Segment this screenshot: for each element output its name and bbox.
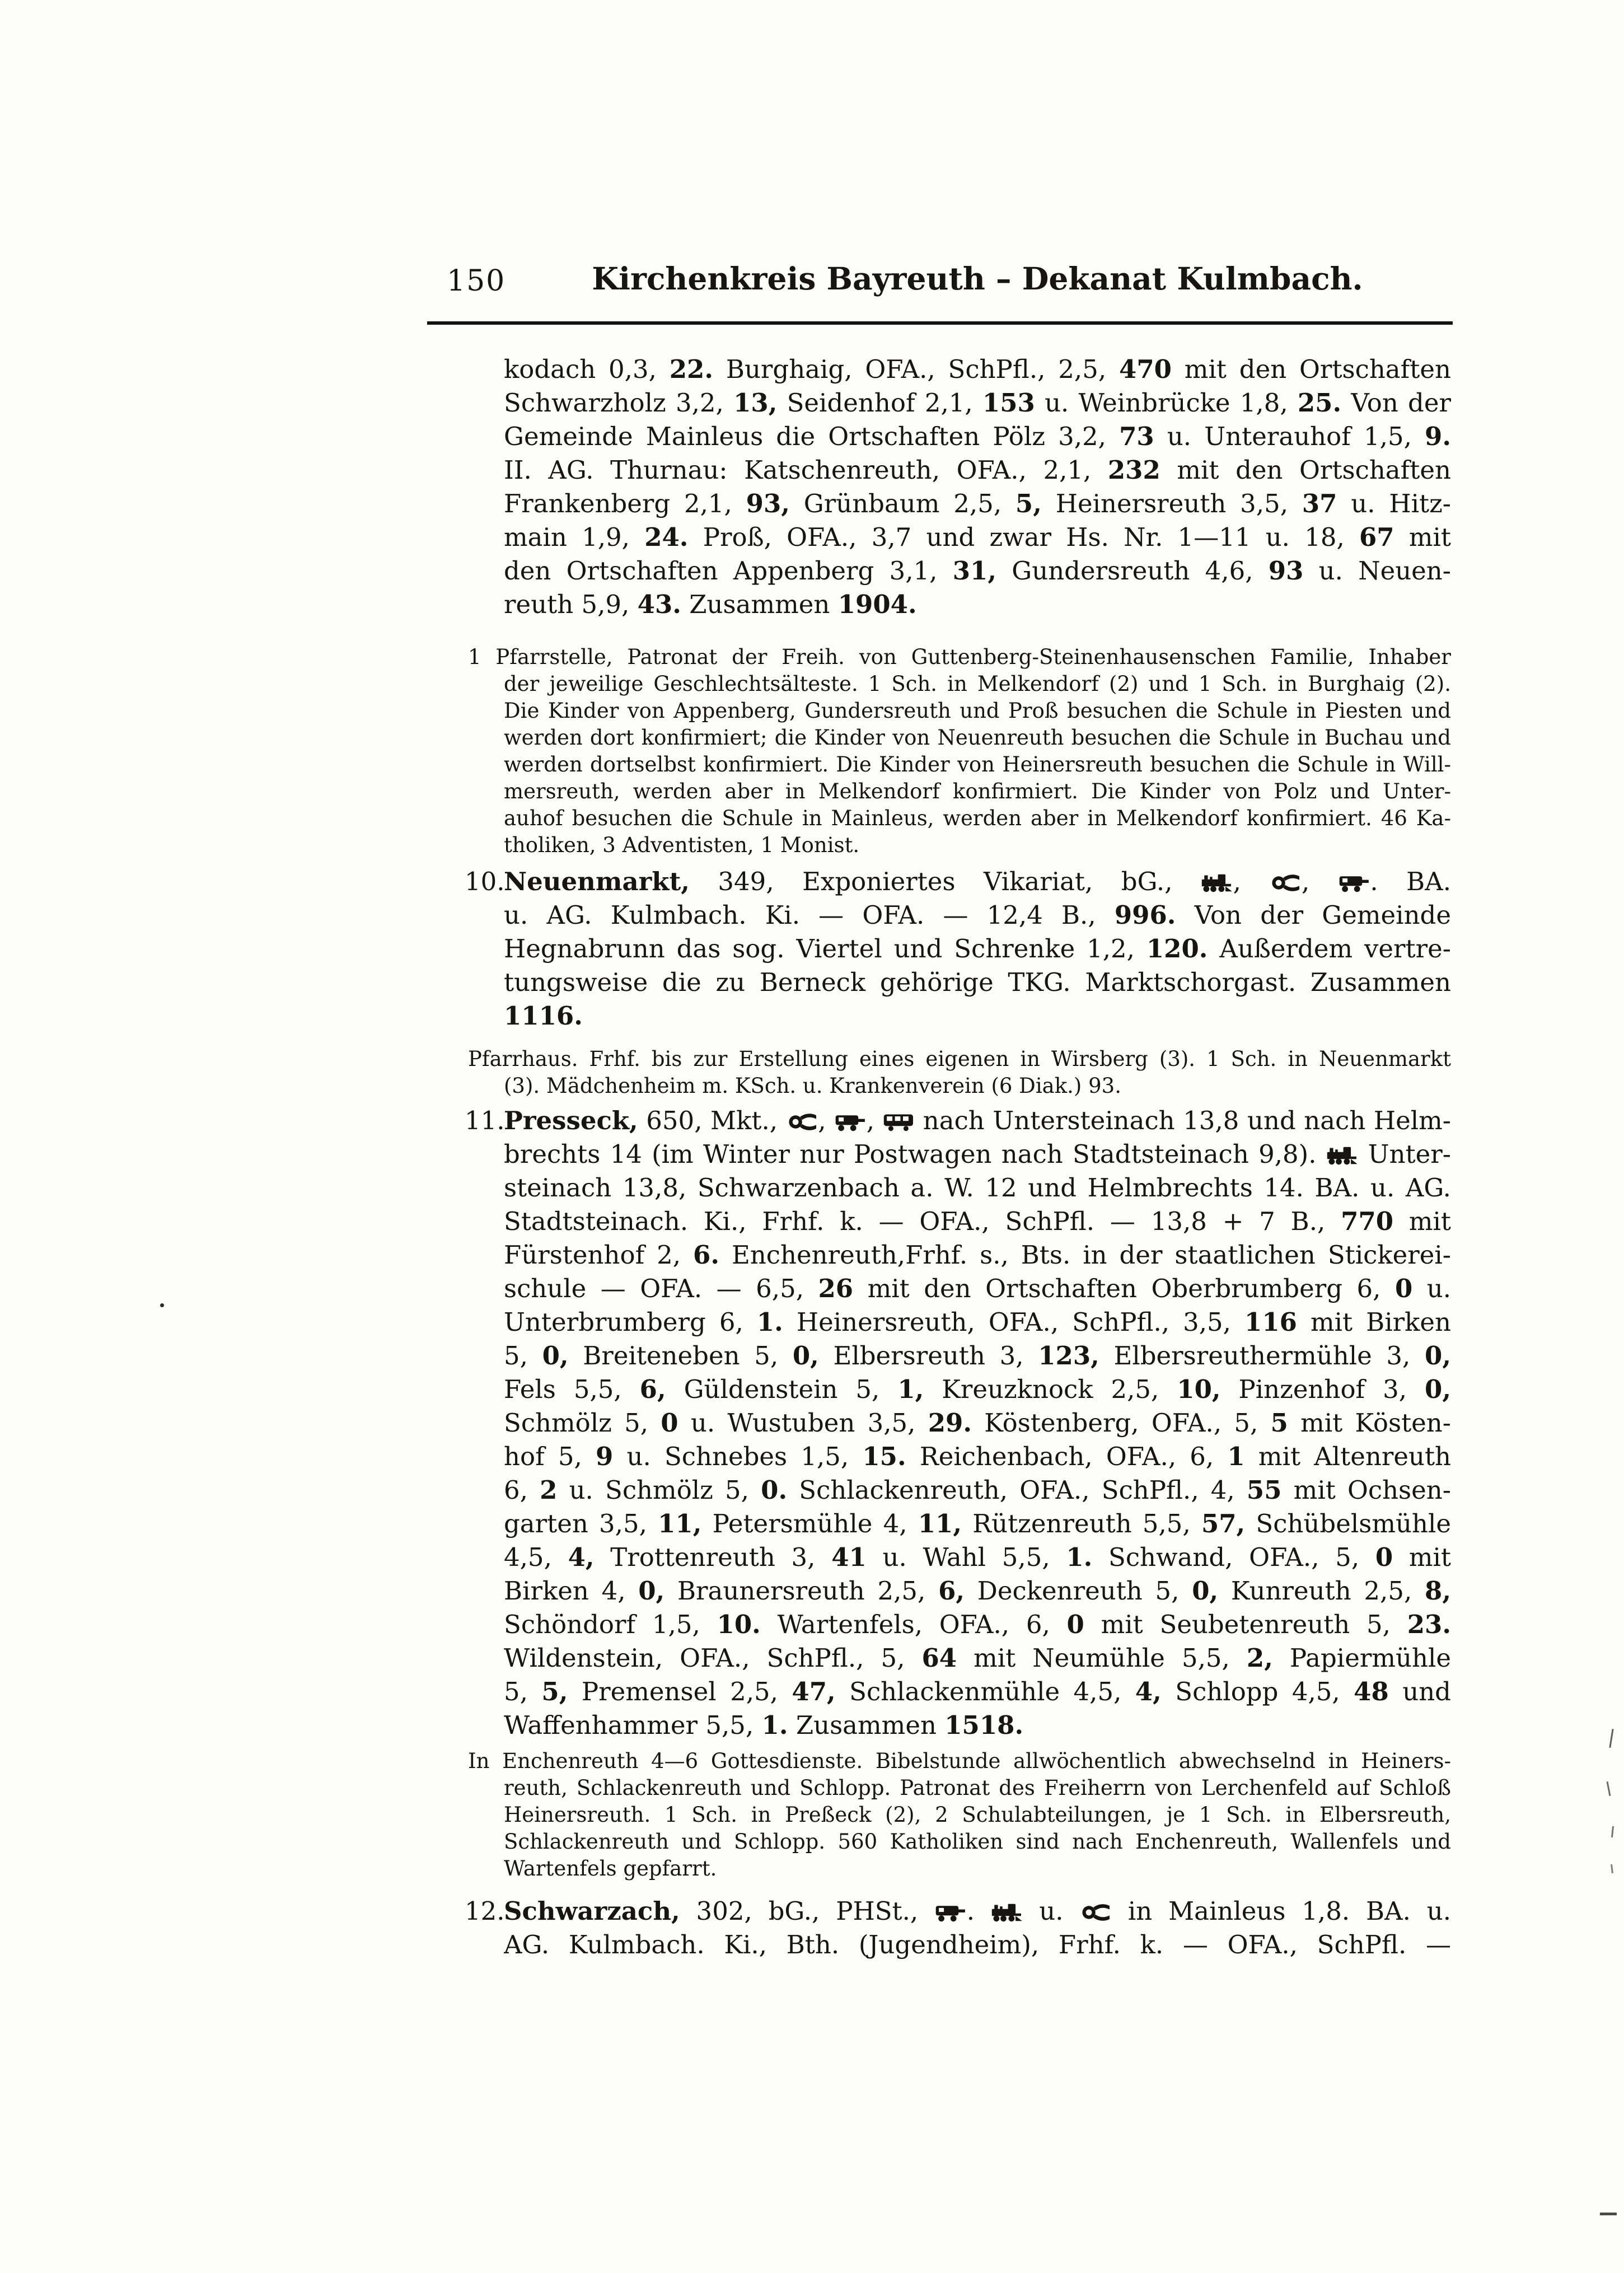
- text: Papiermühle: [1272, 1643, 1451, 1673]
- text: Grünbaum 2,5,: [789, 489, 1015, 518]
- text: reuth 5,9,: [504, 590, 638, 619]
- note-entry10: [468, 1046, 1451, 1100]
- bold-text: 4,: [568, 1542, 595, 1572]
- bold-text: 5,: [1015, 489, 1042, 518]
- text-line: [504, 1171, 1451, 1205]
- bold-text: 31,: [952, 556, 997, 586]
- text: Von der Gemeinde: [1176, 900, 1451, 930]
- entry10-paragraph: [504, 865, 1451, 1033]
- bold-text: 5: [1270, 1408, 1288, 1438]
- entry11-paragraph: [504, 1104, 1451, 1742]
- posthorn-icon: [1079, 1895, 1112, 1928]
- text: ,: [1301, 867, 1338, 896]
- text-line: [504, 487, 1451, 521]
- bold-text: 15.: [862, 1442, 906, 1471]
- text: u. Wustuben 3,5,: [678, 1408, 928, 1438]
- text-line: [504, 1238, 1451, 1272]
- text: u. Neuen-: [1303, 556, 1451, 586]
- text-line: [468, 805, 1451, 832]
- text: hof 5,: [504, 1442, 596, 1471]
- bold-text: Neuenmarkt,: [504, 867, 690, 896]
- bold-text: 1518.: [944, 1710, 1024, 1740]
- text: Heinersreuth. 1 Sch. in Preßeck (2), 2 Schulabteilungen, je 1 Sch. in Elbersreuth,: [504, 1803, 1451, 1827]
- text: Schwarzholz 3,2,: [504, 388, 734, 418]
- text: Pinzenhof 3,: [1220, 1374, 1425, 1404]
- text: mit Seubetenreuth 5,: [1084, 1610, 1407, 1639]
- text: Deckenreuth 5,: [965, 1576, 1192, 1606]
- bold-text: 6,: [639, 1374, 666, 1404]
- text-line: [468, 724, 1451, 751]
- bold-text: 1,: [897, 1374, 924, 1404]
- text-line: [504, 1104, 1451, 1138]
- text: Schlackenmühle 4,5,: [835, 1677, 1135, 1706]
- text: tungsweise die zu Berneck gehörige TKG. Marktschorgast. Zusammen: [504, 967, 1451, 997]
- text: u.: [1412, 1274, 1451, 1303]
- bold-text: 996.: [1114, 900, 1176, 930]
- bold-text: 1: [1227, 1442, 1245, 1471]
- text-line: [504, 1272, 1451, 1306]
- text: 5,: [504, 1341, 542, 1371]
- text-line: [504, 1608, 1451, 1641]
- text: Kunreuth 2,5,: [1218, 1576, 1425, 1606]
- margin-mark: [1609, 1729, 1613, 1748]
- bold-text: 123,: [1038, 1341, 1099, 1371]
- text: Pfarrhaus. Frhf. bis zur Erstellung eines eigenen in Wirsberg (3). 1 Sch. in Neuenmarkt: [468, 1047, 1451, 1071]
- text: mit Neumühle 5,5,: [957, 1643, 1247, 1673]
- posthorn-icon: [786, 1104, 818, 1138]
- text: Burghaig, OFA., SchPfl., 2,5,: [713, 354, 1120, 384]
- text: 1 Pfarrstelle, Patronat der Freih. von Guttenberg-Steinenhausenschen Familie, Inhaber: [468, 645, 1451, 669]
- text: .: [966, 1896, 991, 1926]
- text: u. Weinbrücke 1,8,: [1035, 388, 1298, 418]
- text: ,: [818, 1106, 835, 1135]
- bold-text: 770: [1341, 1206, 1394, 1236]
- margin-mark: [1600, 2213, 1617, 2215]
- text: ,: [1233, 867, 1270, 896]
- text: 4,5,: [504, 1542, 568, 1572]
- bold-text: 0: [661, 1408, 678, 1438]
- footnote-entry9: [468, 644, 1451, 859]
- bold-text: 64: [921, 1643, 957, 1673]
- text: u. Wahl 5,5,: [866, 1542, 1066, 1572]
- text: der jeweilige Geschlechtsälteste. 1 Sch. in Melkendorf (2) und 1 Sch. in Burghaig (2).: [504, 672, 1451, 696]
- text: . BA.: [1370, 867, 1451, 896]
- text-line: [468, 778, 1451, 805]
- text: u. AG. Kulmbach. Ki. — OFA. — 12,4 B.,: [504, 900, 1115, 930]
- text: Gemeinde Mainleus die Ortschaften Pölz 3,2,: [504, 422, 1120, 451]
- text: Unterbrumberg 6,: [504, 1307, 757, 1337]
- text: kodach 0,3,: [504, 354, 670, 384]
- text: Breiteneben 5,: [568, 1341, 793, 1371]
- bold-text: 1904.: [837, 590, 917, 619]
- train-icon: [991, 1895, 1023, 1928]
- bold-text: 73: [1119, 422, 1154, 451]
- text: Elbersreuth 3,: [818, 1341, 1038, 1371]
- bold-text: 153: [982, 388, 1035, 418]
- bold-text: 29.: [928, 1408, 972, 1438]
- text: Wildenstein, OFA., SchPfl., 5,: [504, 1643, 922, 1673]
- bold-text: 6,: [938, 1576, 965, 1606]
- page-number: 150: [447, 264, 506, 298]
- text: Braunersreuth 2,5,: [664, 1576, 939, 1606]
- text: ,: [866, 1106, 883, 1135]
- text: mersreuth, werden aber in Melkendorf konfirmiert. Die Kinder von Polz und Unter-: [504, 779, 1451, 803]
- bold-text: 4,: [1135, 1677, 1162, 1706]
- text: Waffenhammer 5,5,: [504, 1710, 762, 1740]
- text-line: [504, 1373, 1451, 1406]
- text: In Enchenreuth 4—6 Gottesdienste. Bibelstunde allwöchentlich abwechselnd in Heiners-: [468, 1749, 1451, 1773]
- text-line: [468, 1828, 1451, 1855]
- bold-text: 9.: [1425, 422, 1451, 451]
- text-line: [468, 1855, 1451, 1882]
- text-line: [504, 1440, 1451, 1474]
- entry10-number: 10.: [465, 867, 505, 896]
- entry12-paragraph: [504, 1895, 1451, 1962]
- bold-text: 22.: [669, 354, 714, 384]
- entry11-number: 11.: [465, 1106, 505, 1135]
- bold-text: 8,: [1425, 1576, 1451, 1606]
- margin-mark: [1611, 1864, 1613, 1873]
- text-line: [504, 353, 1451, 386]
- text: 302, bG., PHSt.,: [680, 1896, 935, 1926]
- text: Petersmühle 4,: [701, 1509, 918, 1538]
- bold-text: Schwarzach,: [504, 1896, 680, 1926]
- bold-text: 116: [1244, 1307, 1297, 1337]
- bold-text: 0: [1066, 1610, 1084, 1639]
- text: mit den Ortschaften: [1160, 455, 1451, 485]
- text-line: [504, 1928, 1451, 1962]
- bold-text: 11,: [658, 1509, 702, 1538]
- text-line: [468, 698, 1451, 724]
- text-line: [504, 1507, 1451, 1541]
- posthorn-icon: [1269, 865, 1302, 899]
- running-header: Kirchenkreis Bayreuth – Dekanat Kulmbach.: [592, 260, 1363, 297]
- text: Enchenreuth,Frhf. s., Bts. in der staatlichen Stickerei-: [719, 1240, 1451, 1270]
- bold-text: 1.: [756, 1307, 783, 1337]
- text: Außerdem vertre-: [1208, 934, 1451, 964]
- text: Von der: [1341, 388, 1451, 418]
- text: main 1,9,: [504, 522, 645, 552]
- text-line: [468, 1073, 1451, 1100]
- bold-text: 0: [1375, 1542, 1393, 1572]
- bold-text: 41: [831, 1542, 867, 1572]
- bold-text: 67: [1359, 522, 1394, 552]
- text: Elbersreuthermühle 3,: [1099, 1341, 1425, 1371]
- bold-text: 37: [1302, 489, 1337, 518]
- text: werden dort konfirmiert; die Kinder von Neuenreuth besuchen die Schule in Buchau und: [504, 726, 1451, 750]
- bold-text: 23.: [1407, 1610, 1451, 1639]
- text: Schmölz 5,: [504, 1408, 661, 1438]
- text: mit Altenreuth: [1244, 1442, 1451, 1471]
- margin-mark: [1607, 1781, 1611, 1796]
- text: Schwand, OFA., 5,: [1092, 1542, 1375, 1572]
- bold-text: 0: [1394, 1274, 1413, 1303]
- text: Gundersreuth 4,6,: [996, 556, 1269, 586]
- text: u. Schnebes 1,5,: [613, 1442, 863, 1471]
- text: Birken 4,: [504, 1576, 639, 1606]
- text: Seidenhof 2,1,: [777, 388, 982, 418]
- text: Schübelsmühle: [1245, 1509, 1451, 1538]
- text: mit den Ortschaften: [1171, 354, 1451, 384]
- bold-text: 10.: [717, 1610, 761, 1639]
- bold-text: Presseck,: [504, 1106, 638, 1135]
- text: Premensel 2,5,: [568, 1677, 792, 1706]
- text-line: [468, 1802, 1451, 1828]
- text: u.: [1023, 1896, 1080, 1926]
- bold-text: 47,: [792, 1677, 836, 1706]
- text-line: [468, 1748, 1451, 1775]
- header-rule: [427, 321, 1453, 325]
- text: Fürstenhof 2,: [504, 1240, 694, 1270]
- text-line: [504, 1709, 1451, 1742]
- bold-text: 48: [1354, 1677, 1389, 1706]
- text: Frankenberg 2,1,: [504, 489, 746, 518]
- text: 650, Mkt.,: [638, 1106, 786, 1135]
- text-line: [468, 832, 1451, 859]
- text: Wartenfels, OFA., 6,: [760, 1610, 1067, 1639]
- text-line: [468, 1775, 1451, 1802]
- text: Schöndorf 1,5,: [504, 1610, 717, 1639]
- text: mit: [1393, 1542, 1451, 1572]
- text: Heinersreuth, OFA., SchPfl., 3,5,: [783, 1307, 1245, 1337]
- text: Schlackenreuth, OFA., SchPfl., 4,: [787, 1475, 1247, 1505]
- bold-text: 0,: [1425, 1374, 1451, 1404]
- text: Rützenreuth 5,5,: [962, 1509, 1201, 1538]
- bold-text: 0,: [542, 1341, 569, 1371]
- text-line: [504, 420, 1451, 453]
- text: Kreuzknock 2,5,: [924, 1374, 1177, 1404]
- ink-speck: [160, 1303, 164, 1307]
- text-line: [504, 932, 1451, 966]
- text-line: [468, 644, 1451, 671]
- text: mit Ochsen-: [1281, 1475, 1451, 1505]
- text-line: [504, 966, 1451, 999]
- text: 349, Exponiertes Vikariat, bG.,: [689, 867, 1201, 896]
- text-line: [504, 453, 1451, 487]
- bold-text: 2,: [1246, 1643, 1273, 1673]
- bold-text: 2: [540, 1475, 558, 1505]
- bold-text: 1.: [761, 1710, 788, 1740]
- text: brechts 14 (im Winter nur Postwagen nach Stadtsteinach 9,8).: [504, 1139, 1326, 1169]
- text: AG. Kulmbach. Ki., Bth. (Jugendheim), Frhf. k. — OFA., SchPfl. —: [504, 1930, 1451, 1959]
- text: Hegnabrunn das sog. Viertel und Schrenke 1,2,: [504, 934, 1146, 964]
- text: garten 3,5,: [504, 1509, 658, 1538]
- text: Die Kinder von Appenberg, Gundersreuth und Proß besuchen die Schule in Piesten und: [504, 699, 1451, 723]
- bold-text: 1.: [1066, 1542, 1093, 1572]
- text-line: [504, 521, 1451, 554]
- bold-text: 232: [1107, 455, 1160, 485]
- train-icon: [1201, 865, 1233, 899]
- text-line: [504, 1641, 1451, 1675]
- coach-icon: [934, 1895, 967, 1928]
- bold-text: 5,: [541, 1677, 568, 1706]
- text-line: [504, 588, 1451, 621]
- text: und: [1388, 1677, 1451, 1706]
- text: tholiken, 3 Adventisten, 1 Monist.: [504, 833, 860, 857]
- text: mit Birken: [1297, 1307, 1451, 1337]
- text-line: [504, 999, 1451, 1033]
- bold-text: 0,: [792, 1341, 819, 1371]
- text-line: [504, 1474, 1451, 1507]
- text: mit den Ortschaften Oberbrumberg 6,: [853, 1274, 1395, 1303]
- bus-icon: [883, 1104, 915, 1138]
- text-line: [468, 1046, 1451, 1073]
- text: Güldenstein 5,: [666, 1374, 898, 1404]
- text-line: [504, 1895, 1451, 1928]
- text-line: [504, 1541, 1451, 1574]
- text: 6,: [504, 1475, 540, 1505]
- text: nach Untersteinach 13,8 und nach Helm-: [915, 1106, 1451, 1135]
- coach-icon: [1338, 865, 1370, 899]
- text: steinach 13,8, Schwarzenbach a. W. 12 und Helmbrechts 14. BA. u. AG.: [504, 1173, 1451, 1203]
- text: mit Kösten-: [1288, 1408, 1451, 1438]
- text: Reichenbach, OFA., 6,: [906, 1442, 1228, 1471]
- bold-text: 120.: [1146, 934, 1208, 964]
- text: (3). Mädchenheim m. KSch. u. Krankenverein (6 Diak.) 93.: [504, 1074, 1121, 1098]
- text-line: [504, 865, 1451, 899]
- bold-text: 0,: [638, 1576, 665, 1606]
- text: Köstenberg, OFA., 5,: [972, 1408, 1271, 1438]
- text: Trottenreuth 3,: [594, 1542, 832, 1572]
- bold-text: 10,: [1177, 1374, 1221, 1404]
- text: mit: [1394, 522, 1451, 552]
- text-line: [504, 1574, 1451, 1608]
- bold-text: 25.: [1297, 388, 1342, 418]
- text: u. Schmölz 5,: [557, 1475, 761, 1505]
- text: Schlackenreuth und Schlopp. 560 Katholiken sind nach Enchenreuth, Wallenfels und: [504, 1830, 1451, 1854]
- text: u. Unterauhof 1,5,: [1154, 422, 1425, 451]
- text-line: [504, 1339, 1451, 1373]
- bold-text: 57,: [1201, 1509, 1246, 1538]
- train-icon: [1326, 1138, 1359, 1171]
- bold-text: 9: [596, 1442, 614, 1471]
- text: schule — OFA. — 6,5,: [504, 1274, 818, 1303]
- bold-text: 470: [1119, 354, 1172, 384]
- bold-text: 0,: [1192, 1576, 1219, 1606]
- text-line: [504, 1306, 1451, 1339]
- text-line: [504, 899, 1451, 932]
- bold-text: 43.: [637, 590, 681, 619]
- text-line: [504, 1138, 1451, 1171]
- margin-mark: [1611, 1826, 1614, 1837]
- text-line: [468, 671, 1451, 698]
- entry9-continuation-paragraph: [504, 353, 1451, 621]
- text: mit: [1393, 1206, 1451, 1236]
- text: den Ortschaften Appenberg 3,1,: [504, 556, 953, 586]
- bold-text: 6.: [693, 1240, 720, 1270]
- text: in Mainleus 1,8. BA. u.: [1112, 1896, 1451, 1926]
- text: Stadtsteinach. Ki., Frhf. k. — OFA., SchPfl. — 13,8 + 7 B.,: [504, 1206, 1341, 1236]
- text-line: [504, 1205, 1451, 1238]
- text: Schlopp 4,5,: [1161, 1677, 1354, 1706]
- text: Zusammen: [681, 590, 838, 619]
- text: Proß, OFA., 3,7 und zwar Hs. Nr. 1—11 u. 18,: [688, 522, 1359, 552]
- text: Heinersreuth 3,5,: [1041, 489, 1302, 518]
- note-entry11: [468, 1748, 1451, 1882]
- bold-text: 93: [1268, 556, 1304, 586]
- text: reuth, Schlackenreuth und Schlopp. Patronat des Freiherrn von Lerchenfeld auf Schloß: [504, 1776, 1451, 1800]
- text-line: [504, 386, 1451, 420]
- bold-text: 1116.: [504, 1001, 583, 1031]
- text: auhof besuchen die Schule in Mainleus, werden aber in Melkendorf konfirmiert. 46 Ka-: [504, 806, 1451, 830]
- bold-text: 55: [1246, 1475, 1282, 1505]
- text: Unter-: [1358, 1139, 1451, 1169]
- bold-text: 13,: [733, 388, 778, 418]
- text: II. AG. Thurnau: Katschenreuth, OFA., 2,1,: [504, 455, 1108, 485]
- text-line: [504, 1675, 1451, 1709]
- bold-text: 11,: [918, 1509, 962, 1538]
- text-line: [504, 1406, 1451, 1440]
- text: werden dortselbst konfirmiert. Die Kinder von Heinersreuth besuchen die Schule in Will-: [504, 752, 1451, 777]
- text-line: [468, 751, 1451, 778]
- text-line: [504, 554, 1451, 588]
- text: u. Hitz-: [1337, 489, 1451, 518]
- text: 5,: [504, 1677, 542, 1706]
- text: Wartenfels gepfarrt.: [504, 1856, 717, 1881]
- bold-text: 24.: [644, 522, 689, 552]
- bold-text: 0,: [1425, 1341, 1451, 1371]
- bold-text: 0.: [761, 1475, 788, 1505]
- bold-text: 93,: [746, 489, 790, 518]
- coach-icon: [834, 1104, 867, 1138]
- entry12-number: 12.: [465, 1896, 505, 1926]
- text: Zusammen: [788, 1710, 945, 1740]
- text: Fels 5,5,: [504, 1374, 640, 1404]
- bold-text: 26: [818, 1274, 854, 1303]
